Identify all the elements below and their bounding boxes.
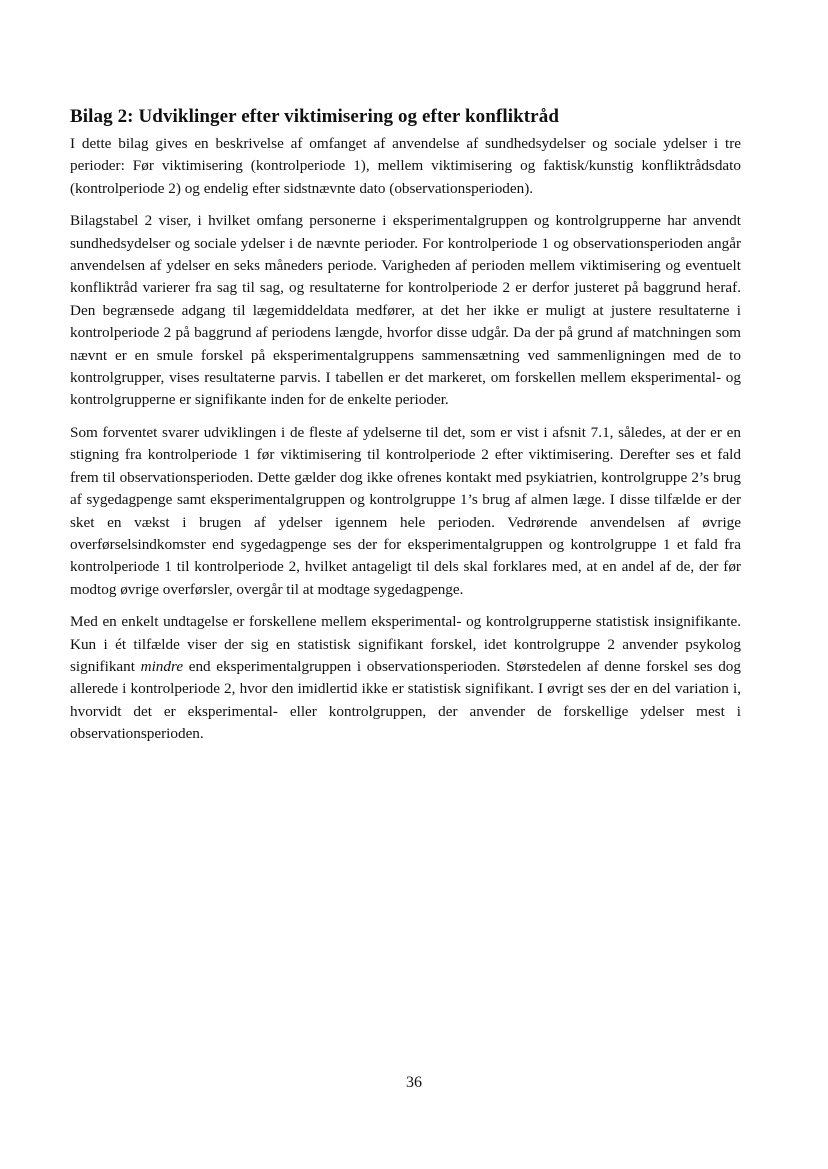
paragraph-table-description: Bilagstabel 2 viser, i hvilket omfang personerne i eksperimentalgruppen og kontrolgrupperne har anvendt sundhedsydelser og sociale ydelser i de nævnte perioder. For kontrolperiode 1 og observationsperioden angår anvendelsen af ydelser en seks måneders periode. Varigheden af perioden mellem viktimisering og eventuelt konfliktråd varierer fra sag til sag, og resultaterne for kontrolperiode 2 er derfor justeret på baggrund heraf. Den begrænsede adgang til lægemiddeldata medfører, at det her ikke er muligt at justere resultaterne i kontrolperiode 2 på baggrund af periodens længde, hvorfor disse udgår. Da der på grund af matchningen som nævnt er en smule forskel på eksperimentalgruppens sammensætning ved sammenligningen med de to kontrolgrupper, vises resultaterne parvis. I tabellen er det markeret, om forskellen mellem eksperimental- og kontrolgrupperne er signifikante inden for de enkelte perioder. xyxy=(70,212,741,409)
paragraph-intro: I dette bilag gives en beskrivelse af omfanget af anvendelse af sundhedsydelser og sociale ydelser i tre perioder: Før viktimisering (kontrolperiode 1), mellem viktimisering og faktisk/kunstig konfliktrådsdato (kontrolperiode 2) og endelig efter sidstnævnte dato (observationsperioden). xyxy=(70,135,741,197)
section-heading: Bilag 2: Udviklinger efter viktimisering og efter konfliktråd xyxy=(70,106,559,127)
paragraph-significance-before: Med en enkelt undtagelse er forskellene mellem eksperimental- og kontrolgrupperne statistisk insignifikante. Kun i ét tilfælde viser der sig en statistisk signifikant forskel, idet kontrolgruppe 2 anvender psykolog signifikant xyxy=(70,613,741,675)
paragraph-development: Som forventet svarer udviklingen i de fleste af ydelserne til det, som er vist i afsnit 7.1, således, at der er en stigning fra kontrolperiode 1 før viktimisering til kontrolperiode 2 efter viktimisering. Derefter ses et fald frem til observationsperioden. Dette gælder dog ikke ofrenes kontakt med psykiatrien, kontrolgruppe 2’s brug af sygedagpenge samt eksperimentalgruppen og kontrolgruppe 1’s brug af almen læge. I disse tilfælde er der sket en vækst i brugen af ydelser igennem hele perioden. Vedrørende anvendelsen af øvrige overførselsindkomster end sygedagpenge ses der for eksperimentalgruppen og kontrolgruppe 1 et fald fra kontrolperiode 1 til kontrolperiode 2, hvilket antageligt til dels skal forklares med, at en andel af de, der før modtog øvrige overførsler, overgår til at modtage sygedagpenge. xyxy=(70,423,741,598)
paragraph-significance xyxy=(70,611,741,745)
paragraph-significance-emphasis: mindre xyxy=(140,657,184,675)
paragraph-significance-after: end eksperimentalgruppen i observationsperioden. Størstedelen af denne forskel ses dog allerede i kontrolperiode 2, hvor den imidlertid ikke er statistisk signifikant. I øvrigt ses der en del variation i, hvorvidt det er eksperimental- eller kontrolgruppen, der anvender de forskellige ydelser mest i observationsperioden. xyxy=(70,657,741,743)
page-number: 36 xyxy=(406,1074,422,1091)
document-body xyxy=(70,105,741,756)
